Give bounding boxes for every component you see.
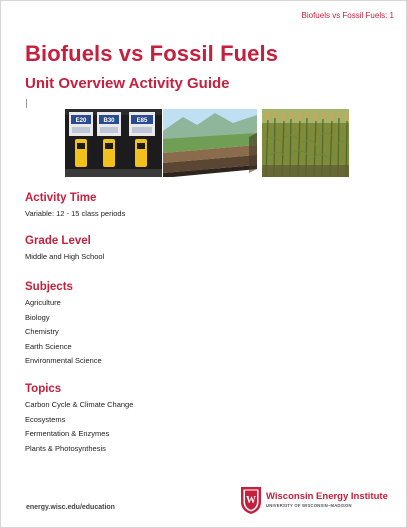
section-topics (25, 382, 133, 456)
page-header-label: Biofuels vs Fossil Fuels: 1 (301, 11, 394, 20)
crest-icon (240, 485, 262, 515)
fuel-pump-photo (65, 109, 162, 177)
text-cursor (26, 99, 27, 108)
corn-field-photo (262, 109, 349, 177)
list-item: Carbon Cycle & Climate Change (25, 400, 134, 409)
list-item: Agriculture (25, 298, 61, 307)
logo-name: Wisconsin Energy Institute (266, 491, 388, 502)
crest-letter: W (246, 495, 256, 506)
section-grade-level (25, 234, 104, 263)
pump-label-1: E20 (75, 118, 87, 124)
pump-label-3: E85 (136, 118, 148, 124)
list-item: Chemistry (25, 327, 59, 336)
pump-label-2: B30 (103, 118, 115, 124)
document-title: Biofuels vs Fossil Fuels (25, 41, 279, 66)
list-item: Earth Science (25, 341, 72, 351)
topics-heading: Topics (25, 383, 62, 395)
list-item: Fermentation & Enzymes (25, 429, 110, 438)
list-item: Plants & Photosynthesis (25, 443, 106, 453)
list-item: Ecosystems (25, 414, 66, 424)
earth-layers-illustration (163, 109, 257, 177)
list-item: Environmental Science (25, 356, 102, 365)
topics-list (25, 398, 133, 456)
logo-subtitle: UNIVERSITY OF WISCONSIN–MADISON (266, 503, 352, 508)
grade-level-heading: Grade Level (25, 235, 91, 247)
list-item: Biology (25, 312, 50, 322)
activity-time-text: Variable: 12 - 15 class periods (25, 209, 126, 218)
subjects-heading: Subjects (25, 281, 73, 293)
grade-level-text: Middle and High School (25, 252, 105, 261)
subjects-list (25, 296, 102, 369)
activity-time-heading: Activity Time (25, 192, 97, 204)
document-subtitle: Unit Overview Activity Guide (25, 75, 230, 92)
section-activity-time (25, 191, 125, 220)
wisconsin-energy-institute-logo (240, 485, 388, 515)
section-subjects (25, 280, 102, 369)
footer-url-link[interactable]: energy.wisc.edu/education (26, 504, 115, 511)
